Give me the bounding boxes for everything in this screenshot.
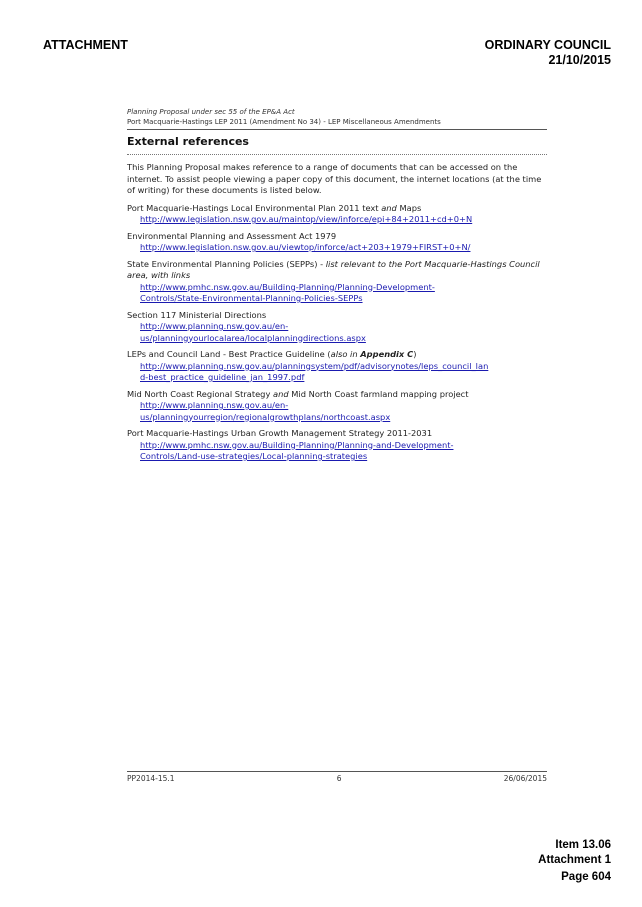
item-reference	[538, 838, 611, 868]
reference-item	[127, 259, 547, 305]
reference-title: Section 117 Ministerial Directions	[127, 309, 267, 320]
reference-link[interactable]: http://www.pmhc.nsw.gov.au/Building-Planning/Planning-Development-	[140, 281, 435, 292]
reference-list	[127, 203, 547, 463]
reference-link-continued[interactable]: us/planningyourlocalarea/localplanningdirections.aspx	[140, 332, 366, 343]
reference-item	[127, 203, 547, 226]
reference-link[interactable]: http://www.planning.nsw.gov.au/en-	[140, 321, 289, 331]
intro-paragraph: This Planning Proposal makes reference to a range of documents that can be accessed on the internet. To assist people viewing a paper copy of this document, the internet locations (at the time of writing) for these documents is listed below.	[127, 162, 542, 195]
reference-title: Port Macquarie-Hastings Urban Growth Management Strategy 2011-2031	[127, 428, 433, 438]
reference-link-continued[interactable]: Controls/State-Environmental-Planning-Policies-SEPPs	[140, 293, 363, 303]
document-header-line2: Port Macquarie-Hastings LEP 2011 (Amendment No 34) - LEP Miscellaneous Amendments	[127, 118, 441, 126]
header-rule	[127, 129, 547, 130]
attachment-number: Attachment 1	[538, 854, 611, 866]
section-rule	[127, 154, 547, 155]
reference-title: LEPs and Council Land - Best Practice Guideline (also in Appendix C)	[127, 349, 417, 359]
meeting-date: 21/10/2015	[548, 53, 611, 67]
document-page-number: 6	[336, 774, 342, 783]
reference-link[interactable]: http://www.legislation.nsw.gov.au/viewtop/inforce/act+203+1979+FIRST+0+N/	[140, 242, 471, 252]
document-code: PP2014-15.1	[127, 774, 175, 783]
reference-link-continued[interactable]: d-best_practice_guideline_jan_1997.pdf	[140, 372, 305, 382]
attachment-label: ATTACHMENT	[43, 38, 128, 52]
reference-item	[127, 428, 547, 463]
reference-title: Environmental Planning and Assessment Act 1979	[127, 230, 337, 241]
document-header	[127, 107, 547, 127]
document-header-line1: Planning Proposal under sec 55 of the EP&A Act	[127, 108, 295, 116]
section-title: External references	[127, 135, 249, 148]
reference-link[interactable]: http://www.planning.nsw.gov.au/planningsystem/pdf/advisorynotes/leps_council_lan	[140, 360, 489, 371]
reference-link-continued[interactable]: us/planningyourregion/regionalgrowthplans/northcoast.aspx	[140, 411, 391, 422]
document-footer	[127, 771, 547, 783]
reference-item	[127, 389, 547, 424]
reference-link[interactable]: http://www.legislation.nsw.gov.au/maintop/view/inforce/epi+84+2011+cd+0+N	[140, 214, 473, 224]
reference-title: Port Macquarie-Hastings Local Environmental Plan 2011 text and Maps	[127, 202, 422, 213]
reference-item	[127, 310, 547, 345]
reference-title: Mid North Coast Regional Strategy and Mid North Coast farmland mapping project	[127, 388, 469, 399]
meeting-header	[485, 38, 611, 68]
item-number: Item 13.06	[555, 839, 611, 851]
reference-link-continued[interactable]: Controls/Land-use-strategies/Local-planning-strategies	[140, 451, 368, 461]
reference-link[interactable]: http://www.pmhc.nsw.gov.au/Building-Planning/Planning-and-Development-	[140, 439, 454, 450]
reference-item	[127, 349, 547, 384]
document-date: 26/06/2015	[503, 774, 547, 783]
reference-link[interactable]: http://www.planning.nsw.gov.au/en-	[140, 400, 289, 410]
reference-item	[127, 231, 547, 254]
page-number: Page 604	[561, 871, 611, 883]
meeting-title: ORDINARY COUNCIL	[484, 38, 611, 52]
reference-title: State Environmental Planning Policies (SEPPs) - list relevant to the Port Macquarie-Hastings Council area, with links	[127, 258, 540, 280]
document-body	[127, 107, 547, 468]
